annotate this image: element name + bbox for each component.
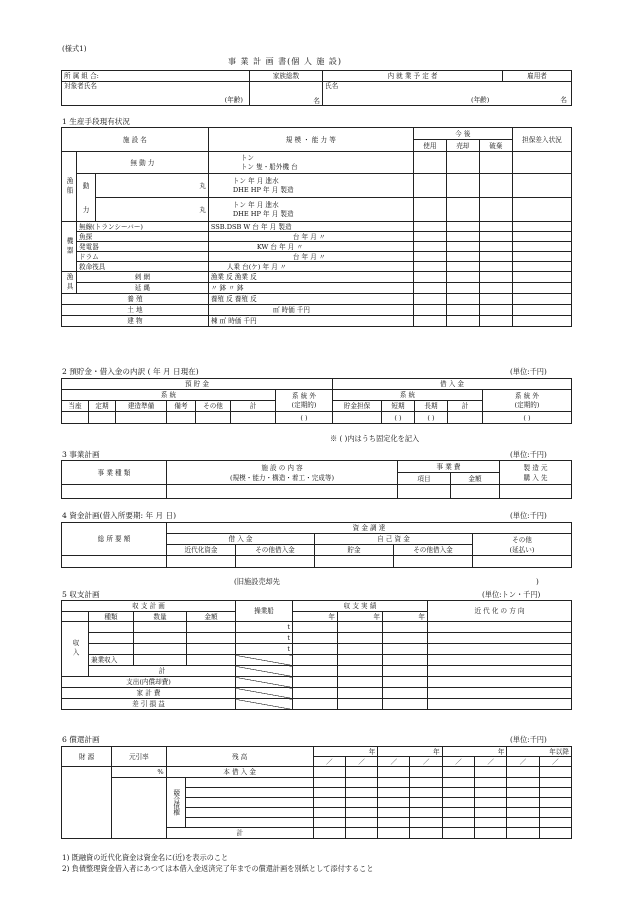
slash-1 xyxy=(236,655,293,666)
section-3-unit: (単位:千円) xyxy=(510,450,547,459)
eq-radio: 無線(トランシーバー) xyxy=(77,222,209,232)
boat-1-maru: 丸 xyxy=(96,174,209,198)
direction-header: 近 代 化 の 方 向 xyxy=(428,601,572,622)
section-6-title: 6 償還計画 xyxy=(62,735,100,744)
rate-header: 元引率 xyxy=(112,747,167,767)
col-short: 短期 xyxy=(382,401,415,412)
worker-name-label: 氏名 xyxy=(325,82,339,90)
year-3: 年 xyxy=(383,612,428,622)
col-long: 長期 xyxy=(415,401,448,412)
boat-2-spec: トン 年 月 進水 DHE HP 年 月 製造 xyxy=(208,198,413,222)
form-label: (様式1) xyxy=(62,44,87,53)
modern-fund: 近代化資金 xyxy=(167,545,236,556)
target-age-label: (年齢) xyxy=(224,96,243,104)
ton-1: t xyxy=(236,622,293,633)
loan-keitogai: 系 統 外 (定期的) xyxy=(483,390,572,412)
col-build-prep: 建造準備 xyxy=(116,401,167,412)
slash-cell: ／ xyxy=(507,757,539,767)
col-fixed: 定期 xyxy=(89,401,116,412)
eq-drum: ドラム xyxy=(77,252,209,262)
collateral-header: 担保差入状況 xyxy=(512,128,571,152)
unpowered-label: 無 動 力 xyxy=(77,152,209,174)
side-income: 兼業収入 xyxy=(89,655,134,666)
eq-drum-spec: 台 年 月 〃 xyxy=(208,252,413,262)
slash-cell: ／ xyxy=(410,757,442,767)
slash-cell: ／ xyxy=(442,757,474,767)
income-expense-table xyxy=(61,600,572,710)
section-2-unit: (単位:千円) xyxy=(510,367,547,376)
eq-liferaft: 救命筏具 xyxy=(77,262,209,272)
land-spec: ㎡ 時価 千円 xyxy=(208,305,413,316)
header-table xyxy=(61,70,572,106)
y-after: 年以降 xyxy=(507,747,572,757)
building: 建 物 xyxy=(62,316,209,327)
planned-employee-label: 内 就 業 予 定 者 xyxy=(323,71,503,82)
repayment-table xyxy=(61,746,572,839)
slash-3 xyxy=(236,677,293,688)
own-funds-header: 自 己 資 金 xyxy=(315,534,473,545)
funding-header: 資 金 調 達 xyxy=(167,523,572,534)
eq-radio-spec: SSB.DSB W 台 年 月 製造 xyxy=(208,222,413,232)
family-persons-label: 名 xyxy=(250,82,323,106)
target-name-cell xyxy=(62,82,250,106)
gear-gillnet-spec: 漁業 反 漁業 反 xyxy=(208,272,413,283)
eq-generator-spec: KW 台 年 月 〃 xyxy=(208,242,413,252)
land: 土 地 xyxy=(62,305,209,316)
eq-sonar: 魚探 xyxy=(77,232,209,242)
deposit-keitogai: 系 統 外 (定期的) xyxy=(276,390,333,412)
old-facility-sale: (旧施設売却先 xyxy=(234,577,280,586)
deposit-keito: 系 統 xyxy=(62,390,276,401)
amount-header: 金額 xyxy=(187,612,236,622)
boat-1-spec: トン 年 月 進水 DHE HP 年 月 製造 xyxy=(208,174,413,198)
main-loan: 本 借 入 金 xyxy=(166,767,313,778)
section-1-title: 1 生産手段現有状況 xyxy=(62,117,130,126)
ton-2: t xyxy=(236,633,293,644)
powered-label: 動 力 xyxy=(77,174,96,222)
worker-name-cell xyxy=(323,82,572,106)
cost-item: 項目 xyxy=(398,473,451,485)
remaining-header: 残 高 xyxy=(166,747,313,767)
slash-cell: ／ xyxy=(475,757,507,767)
future-header: 今 後 xyxy=(413,128,512,140)
gear-gillnet: 刺 網 xyxy=(77,272,209,283)
income-label: 収入 xyxy=(62,622,89,677)
section-3-title: 3 事業計画 xyxy=(62,450,100,459)
household: 家 計 費 xyxy=(62,688,236,699)
year-2: 年 xyxy=(338,612,383,622)
col-current: 当座 xyxy=(62,401,89,412)
affiliation-label: 所 属 組 合: xyxy=(62,71,250,82)
deposit-header: 預 貯 金 xyxy=(62,379,333,390)
facility-header: 施 設 名 xyxy=(62,128,209,152)
building-spec: 棟 ㎡ 時価 千円 xyxy=(208,316,413,327)
slash-cell: ／ xyxy=(313,757,345,767)
short-paren: ( ) xyxy=(382,412,415,424)
eq-liferaft-spec: 人乗 台(ケ) 年 月 〃 xyxy=(208,262,413,272)
slash-cell: ／ xyxy=(539,757,571,767)
long-paren: ( ) xyxy=(415,412,448,424)
assets-table xyxy=(61,127,572,327)
gear-longline-spec: 〃 鉢 〃 鉢 xyxy=(208,283,413,294)
section-2-title: 2 預貯金・借入金の内訳 ( 年 月 日現在) xyxy=(62,367,199,376)
cost-amount: 金額 xyxy=(451,473,500,485)
repay-sum: 計 xyxy=(166,828,313,839)
section-5-unit: (単位:トン・千円) xyxy=(482,590,541,599)
gear-longline: 延 縄 xyxy=(77,283,209,294)
y-2: 年 xyxy=(378,747,443,757)
col-loan-total: 計 xyxy=(448,401,483,412)
eq-sonar-spec: 台 年 月 〃 xyxy=(208,232,413,242)
kind-header: 種類 xyxy=(89,612,134,622)
deposit-loan-table xyxy=(61,378,572,424)
aquaculture-spec: 養殖 反 養殖 反 xyxy=(208,294,413,305)
gear-label: 漁具 xyxy=(62,272,77,294)
section-5-title: 5 収支計画 xyxy=(62,590,100,599)
loan-paren: ( ) xyxy=(483,412,572,424)
note-2: 2) 負債整理資金借入者にあつては本借入金返済完了年までの償還計画を別紙として添付すること xyxy=(62,864,374,873)
slash-cell: ／ xyxy=(378,757,410,767)
business-cost: 事 業 費 xyxy=(398,461,500,473)
slash-4 xyxy=(236,688,293,699)
y-1: 年 xyxy=(313,747,378,757)
slash-cell: ／ xyxy=(345,757,377,767)
dep-paren: ( ) xyxy=(276,412,333,424)
maker-purchase: 製 造 元 購 入 先 xyxy=(500,461,572,485)
facility-content: 施 設 の 内 容 (規模・能力・構造・着工・完成等) xyxy=(167,461,398,485)
business-plan-table xyxy=(61,460,572,499)
result-header: 収 支 実 績 xyxy=(293,601,428,612)
col-notes: 備考 xyxy=(167,401,196,412)
year-1: 年 xyxy=(293,612,338,622)
worker-age-label: (年齢) xyxy=(471,96,490,104)
fishing-boat-label: 漁船 xyxy=(62,152,77,222)
loan-header: 借 入 金 xyxy=(333,379,572,390)
other-borrow: その他借入金 xyxy=(236,545,315,556)
ton-3: t xyxy=(236,644,293,655)
use-header: 使用 xyxy=(413,140,446,152)
col-other: その他 xyxy=(196,401,231,412)
qty-header: 数量 xyxy=(134,612,187,622)
section-4-unit: (単位:千円) xyxy=(510,511,547,520)
ops-boat-header: 操業船 xyxy=(236,601,293,622)
funding-table xyxy=(61,522,572,568)
y-3: 年 xyxy=(442,747,507,757)
employer-persons-label: 名 xyxy=(560,96,567,104)
aquaculture: 養 殖 xyxy=(62,294,209,305)
own-other-borrow: その他借入金 xyxy=(394,545,473,556)
slash-5 xyxy=(236,699,293,710)
own-savings: 貯金 xyxy=(315,545,394,556)
old-facility-close: ) xyxy=(536,577,539,586)
col-dep-total: 計 xyxy=(231,401,276,412)
sale-header: 売却 xyxy=(446,140,479,152)
expense: 支出(内償却費) xyxy=(62,677,236,688)
pct-label: % xyxy=(112,767,167,778)
note-1: 1) 既融資の近代化資金は資金名に(近)を表示のこと xyxy=(62,853,229,862)
section-6-unit: (単位:千円) xyxy=(510,735,547,744)
competing-claims: 競合債権 xyxy=(166,778,185,828)
section-4-title: 4 資金計画(借入所要期: 年 月 日) xyxy=(62,511,177,520)
employer-label: 雇用者 xyxy=(503,71,572,82)
borrow-header: 借 入 金 xyxy=(167,534,315,545)
plan-header: 収 支 計 画 xyxy=(62,601,236,612)
col-savings-secured: 貯金担保 xyxy=(333,401,382,412)
unpowered-spec: トン トン 隻・船外機 台 xyxy=(208,152,413,174)
slash-2 xyxy=(236,666,293,677)
scale-header: 規 模 ・ 能 力 等 xyxy=(208,128,413,152)
boat-2-maru: 丸 xyxy=(96,198,209,222)
family-count-label: 家族総数 xyxy=(250,71,323,82)
scrap-header: 破棄 xyxy=(479,140,512,152)
target-name-label: 対象者氏名 xyxy=(64,82,97,90)
business-kind: 事 業 種 類 xyxy=(62,461,167,485)
total-required: 総 所 要 額 xyxy=(62,523,167,556)
source-header: 財 源 xyxy=(62,747,112,767)
equipment-label: 機器 xyxy=(62,222,77,272)
form-title: 事 業 計 画 書(個 人 施 設) xyxy=(228,57,343,66)
income-sum: 計 xyxy=(89,666,236,677)
balance: 差 引 損 益 xyxy=(62,699,236,710)
eq-generator: 発電器 xyxy=(77,242,209,252)
other-funding: その他 (延払い) xyxy=(473,534,572,556)
section-2-note: ※ ( )内はうち固定化を記入 xyxy=(330,434,420,443)
loan-keito: 系 統 xyxy=(333,390,483,401)
